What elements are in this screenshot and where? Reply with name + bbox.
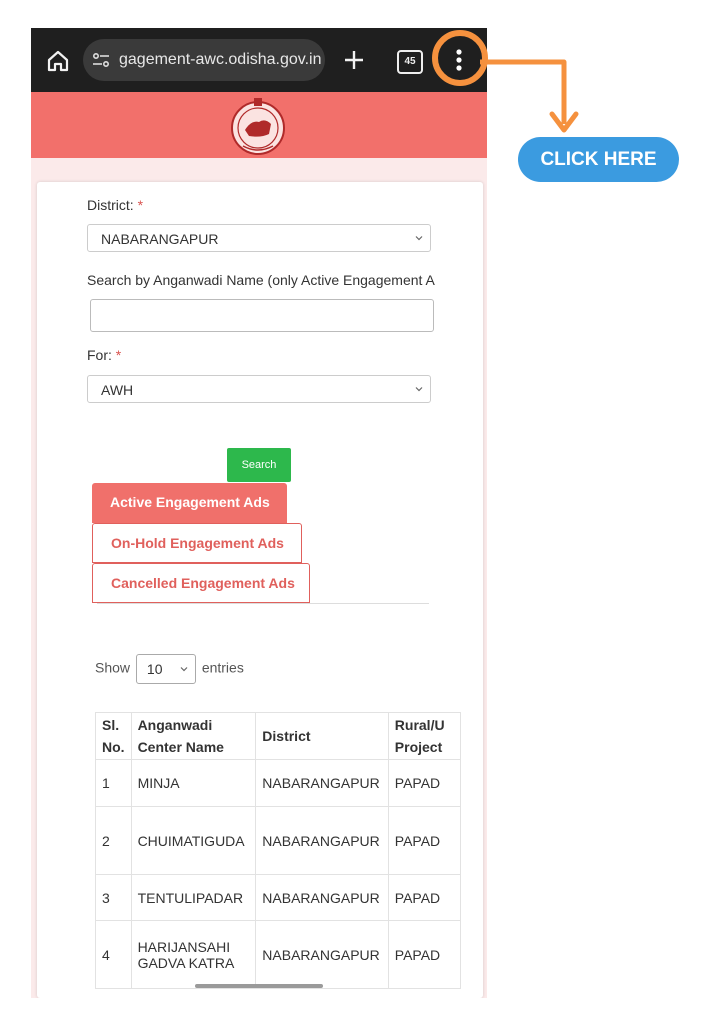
table-row[interactable] (96, 807, 461, 875)
table-header-row (96, 713, 461, 760)
gesture-home-indicator[interactable] (195, 984, 323, 988)
cell-center-name: TENTULIPADAR (131, 875, 256, 921)
table-row[interactable] (96, 760, 461, 807)
cell-project: PAPAD (388, 875, 460, 921)
cell-district: NABARANGAPUR (256, 760, 389, 807)
site-header (31, 92, 487, 158)
page-size-select[interactable]: 10 (136, 654, 196, 684)
engagement-table (95, 712, 461, 989)
cell-center-name: MINJA (131, 760, 256, 807)
home-icon[interactable] (45, 48, 71, 74)
search-button[interactable]: Search (227, 448, 291, 482)
cell-sl-no: 2 (96, 807, 132, 875)
odisha-emblem-logo (225, 94, 291, 156)
site-settings-icon[interactable] (91, 50, 111, 70)
cell-project: PAPAD (388, 921, 460, 989)
col-header-sl-no: Sl. No. (96, 713, 132, 760)
tab-cancelled-engagement-ads[interactable]: Cancelled Engagement Ads (92, 563, 310, 603)
cell-district: NABARANGAPUR (256, 875, 389, 921)
col-header-district: District (256, 713, 389, 760)
for-select[interactable]: AWH (87, 375, 431, 403)
cell-sl-no: 3 (96, 875, 132, 921)
cell-district: NABARANGAPUR (256, 921, 389, 989)
url-text: gagement-awc.odisha.gov.in (119, 51, 322, 68)
tab-active-engagement-ads[interactable]: Active Engagement Ads (92, 483, 287, 523)
tab-on-hold-engagement-ads[interactable]: On-Hold Engagement Ads (92, 523, 302, 563)
cell-center-name: HARIJANSAHI GADVA KATRA (131, 921, 256, 989)
cell-sl-no: 1 (96, 760, 132, 807)
new-tab-icon[interactable] (341, 47, 367, 73)
cell-sl-no: 4 (96, 921, 132, 989)
table-row[interactable] (96, 921, 461, 989)
callout-arrow (480, 50, 590, 140)
page-size-control: Show 10 entries (95, 654, 244, 684)
table-row[interactable] (96, 875, 461, 921)
cell-district: NABARANGAPUR (256, 807, 389, 875)
cell-project: PAPAD (388, 807, 460, 875)
browser-toolbar (31, 28, 487, 92)
tab-switcher-button[interactable]: 45 (397, 50, 423, 74)
for-label: For: * (87, 347, 122, 363)
search-card (37, 182, 483, 998)
phone-screen (31, 28, 487, 998)
district-select[interactable]: NABARANGAPUR (87, 224, 431, 252)
cell-center-name: CHUIMATIGUDA (131, 807, 256, 875)
address-bar[interactable] (83, 39, 325, 81)
col-header-center-name: Anganwadi Center Name (131, 713, 256, 760)
col-header-project: Rural/U Project (388, 713, 460, 760)
district-label: District: * (87, 197, 144, 213)
search-by-name-label: Search by Anganwadi Name (only Active Engagement A (87, 272, 435, 288)
table-viewport[interactable] (37, 182, 461, 998)
cell-project: PAPAD (388, 760, 460, 807)
click-here-callout: CLICK HERE (518, 137, 679, 182)
